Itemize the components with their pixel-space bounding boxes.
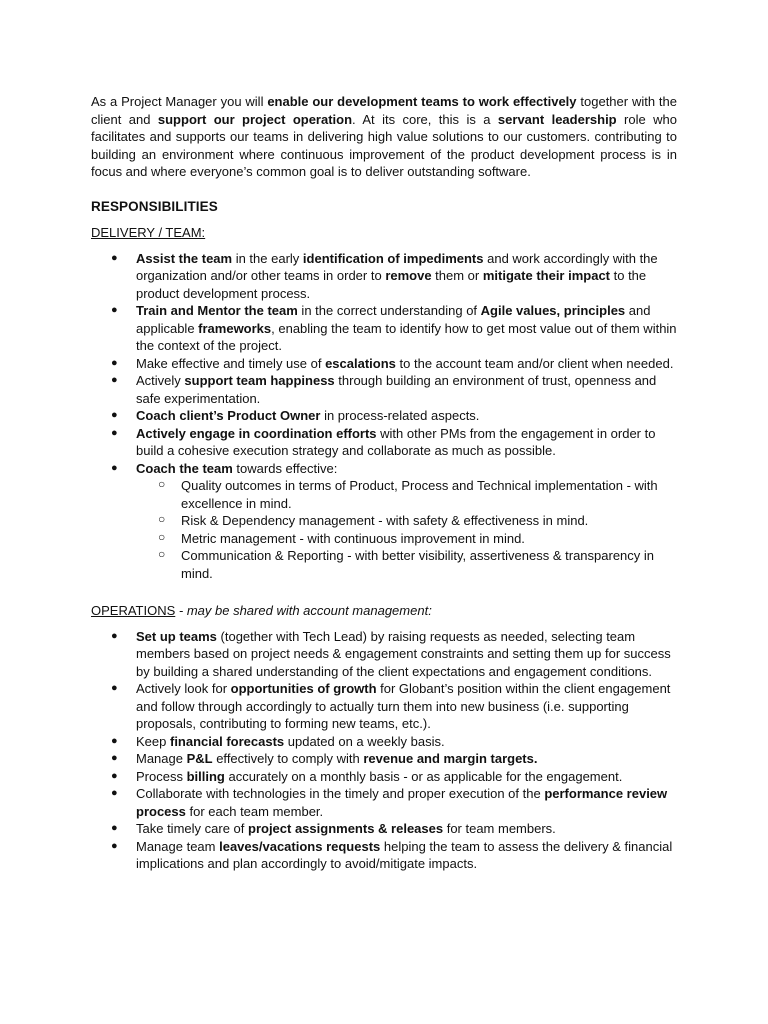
sub-list-item [136, 530, 677, 548]
bullet-icon: ● [111, 769, 118, 782]
bullet-icon: ● [111, 787, 118, 799]
text-run: towards effective: [232, 460, 338, 476]
bold-text: opportunities of growth [230, 681, 377, 696]
text-run: through building an environment of trust, openness and safe experimentation. [136, 373, 657, 406]
text-run: accurately on a monthly basis - or as applicable for the engagement. [224, 768, 623, 784]
sub-item-text: Quality outcomes in terms of Product, Process and Technical implementation - with excellence in mind. [181, 478, 658, 511]
intro-paragraph [91, 93, 677, 181]
text-run: for each team member. [185, 803, 324, 819]
bold-text: support team happiness [184, 373, 335, 388]
sub-bullet-icon: ○ [158, 477, 166, 491]
operations-item [91, 733, 677, 751]
text-run: to the product development process. [136, 268, 647, 301]
bold-text: enable our development teams to work effectively [267, 94, 577, 109]
text-run: As a Project Manager you will [91, 94, 268, 109]
text-run: effectively to comply with [212, 751, 364, 766]
bullet-icon: ● [111, 461, 118, 474]
text-run: helping the team to assess the delivery & financial implications and plan accordingly to avoid/mitigate impacts. [136, 838, 673, 871]
bullet-icon: ● [111, 251, 118, 264]
bold-text: P&L [186, 751, 213, 766]
text-run: and applicable [136, 303, 651, 336]
sub-list-item [136, 547, 677, 582]
bold-text: escalations [325, 355, 396, 371]
bold-text: support our project operation [157, 111, 353, 127]
sub-bullet-icon: ○ [158, 512, 166, 526]
bold-text: billing [186, 768, 225, 784]
bullet-icon: ● [111, 409, 118, 421]
bullet-icon: ● [111, 752, 118, 764]
text-run: role who facilitates and supports our teams in delivering high value solutions to our customers. contributing to building an environment where continuous improvement of the product development process is in focus and where everyone’s common goal is to deliver outstanding software. [91, 111, 677, 179]
sub-list-item [136, 477, 677, 512]
bullet-icon: ● [111, 304, 118, 316]
sub-item-text: Communication & Reporting - with better visibility, assertiveness & transparency in mind. [181, 548, 655, 581]
text-run: updated on a weekly basis. [284, 733, 445, 749]
delivery-list [91, 250, 677, 583]
text-run: for Globant’s position within the client engagement and follow through accordingly to actually turn them into new business (i.e. supporting proposals, contributing to forming new teams, etc.). [136, 681, 671, 731]
document-page [91, 93, 677, 873]
text-run: Actively look for [136, 681, 231, 696]
text-run: in the early [232, 250, 303, 266]
text-run: for team members. [443, 821, 556, 836]
bullet-icon: ● [111, 356, 118, 369]
bold-text: mitigate their impact [482, 268, 610, 283]
operations-item [91, 820, 677, 838]
bold-text: project assignments & releases [248, 821, 444, 836]
operations-item [91, 680, 677, 733]
delivery-item [91, 250, 677, 303]
sub-bullet-icon: ○ [158, 529, 166, 544]
sub-list-item [136, 512, 677, 530]
text-run: with other PMs from the engagement in order to build a cohesive execution strategy and collaborate as much as possible. [136, 425, 656, 458]
operations-item [91, 768, 677, 786]
operations-item [91, 750, 677, 768]
bold-text: performance review process [136, 786, 668, 819]
bullet-icon: ● [111, 426, 118, 439]
delivery-item [91, 460, 677, 583]
bullet-icon: ● [111, 629, 118, 642]
delivery-item [91, 407, 677, 425]
text-run: them or [431, 268, 483, 283]
delivery-section-title [91, 224, 677, 242]
text-run: Actively [136, 373, 185, 388]
responsibilities-heading: RESPONSIBILITIES [91, 198, 218, 214]
bold-text: Train and Mentor the team [136, 303, 298, 318]
text-run: Manage [136, 751, 187, 766]
operations-section-title [91, 602, 677, 620]
delivery-item [91, 425, 677, 460]
bullet-icon: ● [111, 682, 118, 694]
operations-item [91, 785, 677, 820]
bold-text: Assist the team [136, 250, 233, 266]
bullet-icon: ● [111, 734, 118, 747]
bold-text: identification of impediments [302, 250, 484, 266]
sub-list [136, 477, 677, 582]
text-run: Take timely care of [136, 821, 248, 836]
operations-list [91, 628, 677, 873]
bold-text: Coach the team [136, 460, 233, 476]
bullet-icon: ● [111, 374, 118, 386]
delivery-title: DELIVERY / TEAM: [91, 225, 206, 240]
text-run: Make effective and timely use of [136, 355, 326, 371]
sub-bullet-icon: ○ [158, 547, 166, 561]
text-run: . At its core, this is a [352, 111, 498, 127]
bold-text: remove [385, 268, 432, 283]
bold-text: financial forecasts [169, 733, 285, 749]
delivery-item [91, 355, 677, 373]
operations-title: OPERATIONS [91, 603, 176, 618]
text-run: in process-related aspects. [320, 408, 480, 423]
text-run: Collaborate with technologies in the timely and proper execution of the [136, 786, 545, 801]
bold-text: Set up teams [136, 628, 217, 644]
bold-text: revenue and margin targets. [363, 751, 538, 766]
delivery-item [91, 372, 677, 407]
text-run: , enabling the team to identify how to get most value out of them within the context of the project. [136, 320, 677, 353]
sub-item-text: Risk & Dependency management - with safety & effectiveness in mind. [181, 513, 589, 528]
operations-item [91, 628, 677, 681]
bold-text: Coach client’s Product Owner [136, 408, 321, 423]
operations-item [91, 838, 677, 873]
text-run: and work accordingly with the organization and/or other teams in order to [136, 250, 658, 283]
text-run: in the correct understanding of [297, 303, 481, 318]
text-run: (together with Tech Lead) by raising requests as needed, selecting team members based on project needs & engagement constraints and setting them up for success by building a shared understanding of the client expectations and engagement conditions. [136, 628, 671, 679]
text-run: to the account team and/or client when needed. [395, 355, 674, 371]
operations-note: - may be shared with account management: [175, 603, 432, 618]
bullet-icon: ● [111, 822, 118, 834]
bold-text: servant leadership [497, 111, 617, 127]
bold-text: Agile values, principles [480, 303, 626, 318]
bullet-icon: ● [111, 839, 118, 852]
sub-item-text: Metric management - with continuous improvement in mind. [181, 530, 525, 546]
delivery-item [91, 302, 677, 355]
text-run: Keep [136, 733, 170, 749]
text-run: Process [136, 768, 187, 784]
text-run: together with the client and [91, 94, 677, 127]
text-run: Manage team [136, 838, 220, 854]
bold-text: leaves/vacations requests [219, 838, 381, 854]
bold-text: frameworks [198, 320, 272, 336]
bold-text: Actively engage in coordination efforts [136, 425, 377, 441]
